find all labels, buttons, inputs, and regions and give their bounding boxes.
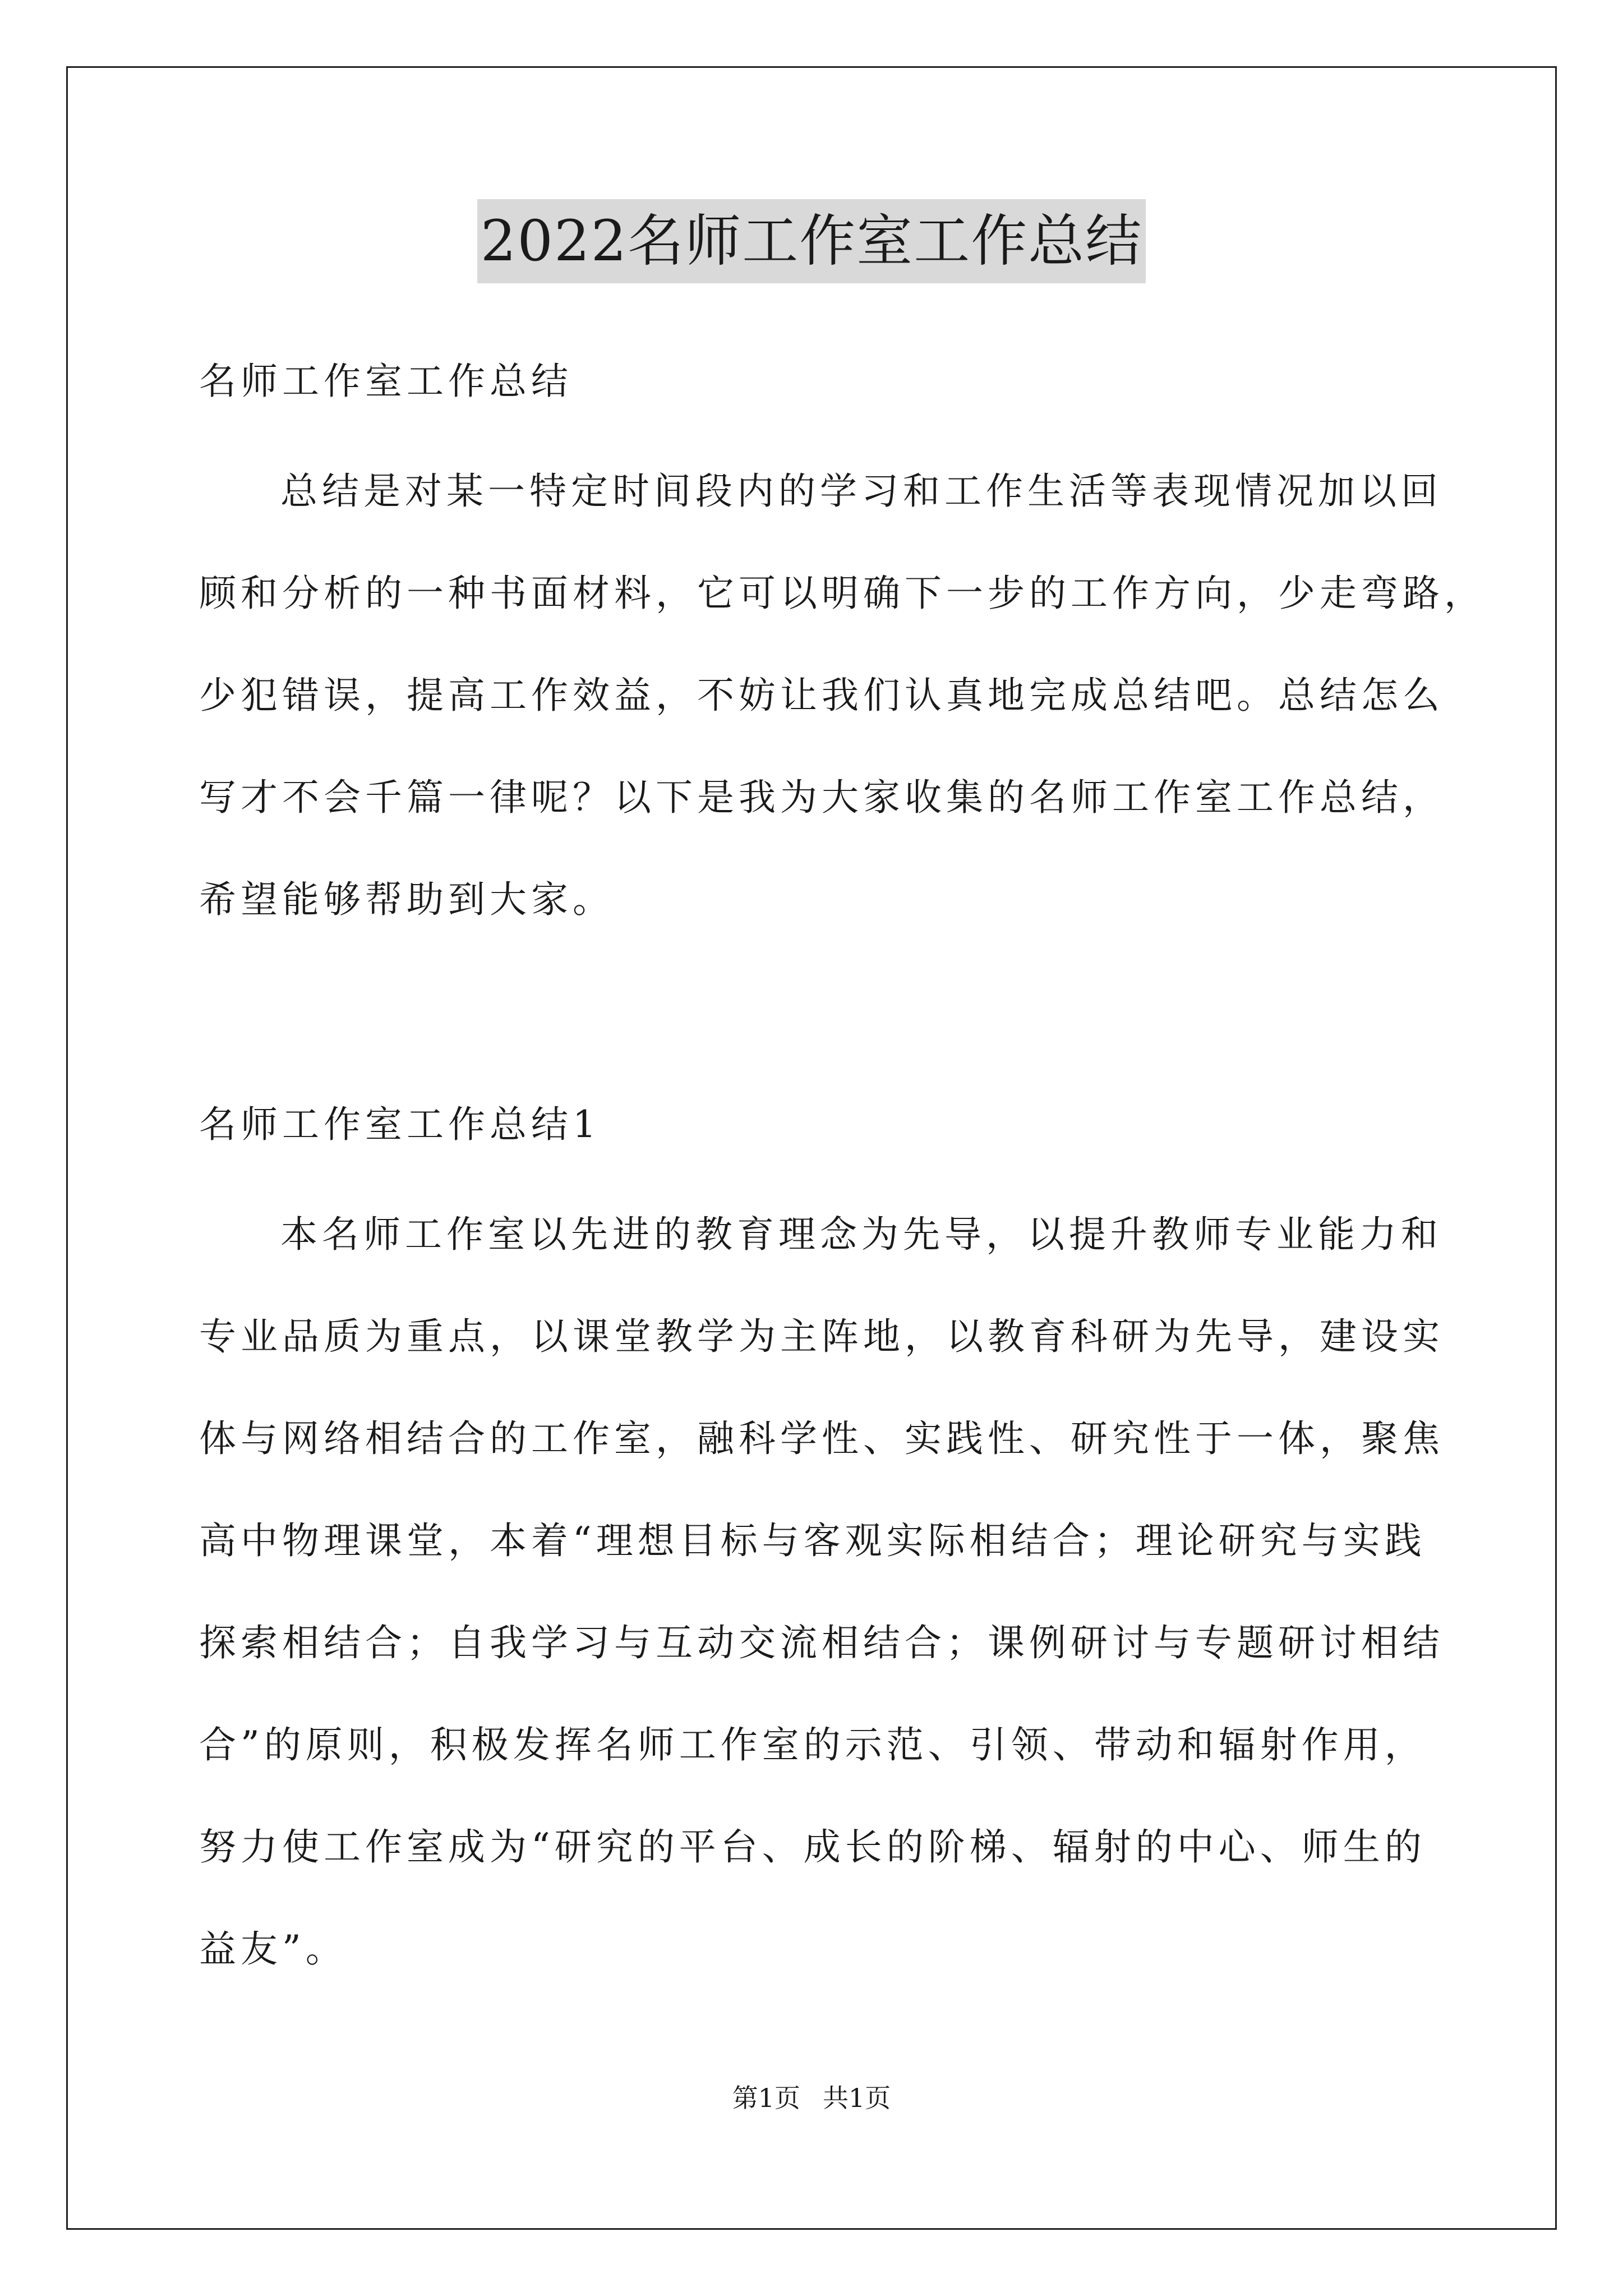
heading-summary	[199, 356, 1433, 407]
document-title: 2022名师工作室工作总结	[477, 199, 1146, 283]
paragraph-line: 益友”。	[199, 1927, 347, 1971]
paragraph-line: 体与网络相结合的工作室，融科学性、实践性、研究性于一体，聚焦	[199, 1417, 1444, 1460]
paragraph-line: 希望能够帮助到大家。	[199, 878, 614, 921]
section-heading: 名师工作室工作总结1	[199, 1103, 601, 1146]
paragraph-line: 努力使工作室成为“研究的平台、成长的阶梯、辐射的中心、师生的	[199, 1825, 1426, 1869]
page-number-total: 共1页	[823, 2083, 891, 2113]
paragraph-line: 专业品质为重点，以课堂教学为主阵地，以教育科研为先导，建设实	[199, 1315, 1444, 1358]
paragraph-line: 本名师工作室以先进的教育理念为先导，以提升教师专业能力和	[280, 1213, 1442, 1256]
paragraph-line: 少犯错误，提高工作效益，不妨让我们认真地完成总结吧。总结怎么	[199, 674, 1444, 717]
page-footer	[0, 2081, 1623, 2115]
intro-paragraph	[199, 440, 1486, 951]
paragraph-line: 探索相结合；自我学习与互动交流相结合；课例研讨与专题研讨相结	[199, 1621, 1444, 1664]
paragraph-line: 顾和分析的一种书面材料，它可以明确下一步的工作方向，少走弯路，	[199, 572, 1486, 615]
page-number-current: 第1页	[732, 2083, 800, 2113]
paragraph-line: 合”的原则，积极发挥名师工作室的示范、引领、带动和辐射作用，	[199, 1723, 1426, 1766]
paragraph-line: 写才不会千篇一律呢？以下是我为大家收集的名师工作室工作总结，	[199, 776, 1444, 819]
heading-summary-1	[199, 1099, 1433, 1150]
section-heading: 名师工作室工作总结	[199, 360, 573, 403]
paragraph-line: 高中物理课堂，本着“理想目标与客观实际相结合；理论研究与实践	[199, 1519, 1426, 1562]
body-paragraph	[199, 1184, 1444, 2000]
title-container	[0, 199, 1623, 283]
paragraph-line: 总结是对某一特定时间段内的学习和工作生活等表现情况加以回	[280, 470, 1442, 513]
